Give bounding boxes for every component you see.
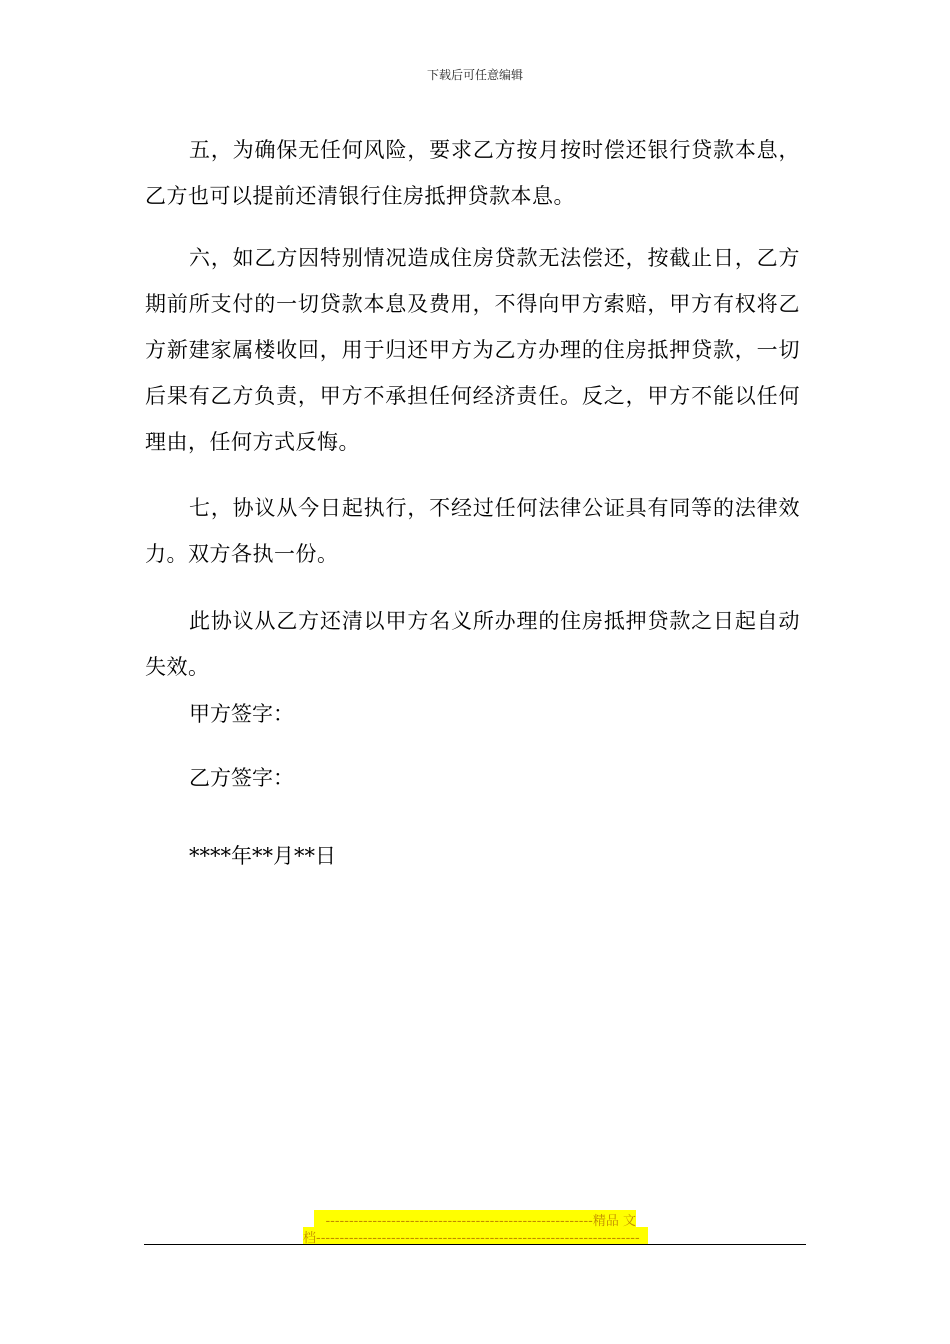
expiry-clause: 此协议从乙方还清以甲方名义所办理的住房抵押贷款之日起自动失效。: [145, 609, 800, 679]
clause-six: 六，如乙方因特别情况造成住房贷款无法偿还，按截止日，乙方期前所支付的一切贷款本息及费用，不得向甲方索赔，甲方有权将乙方新建家属楼收回，用于归还甲方为乙方办理的住房抵押贷款，一切后果有乙方负责，甲方不承担任何经济责任。反之，甲方不能以任何理由，任何方式反悔。: [145, 246, 800, 454]
party-b-signature: 乙方签字：: [189, 766, 294, 790]
footer-rule: [144, 1244, 806, 1245]
footer-watermark-line2: 档---------------------------------------------------------------------: [303, 1227, 648, 1244]
party-a-signature: 甲方签字：: [189, 702, 294, 726]
header-note: 下载后可任意编辑: [426, 68, 523, 82]
clause-five: 五，为确保无任何风险，要求乙方按月按时偿还银行贷款本息，乙方也可以提前还清银行住房抵押贷款本息。: [145, 138, 800, 208]
footer-watermark-line1: ---------------------------------------------------------精品 文: [314, 1210, 636, 1227]
signing-date: ****年**月**日: [189, 844, 336, 868]
clause-seven: 七，协议从今日起执行，不经过任何法律公证具有同等的法律效力。双方各执一份。: [145, 496, 800, 566]
